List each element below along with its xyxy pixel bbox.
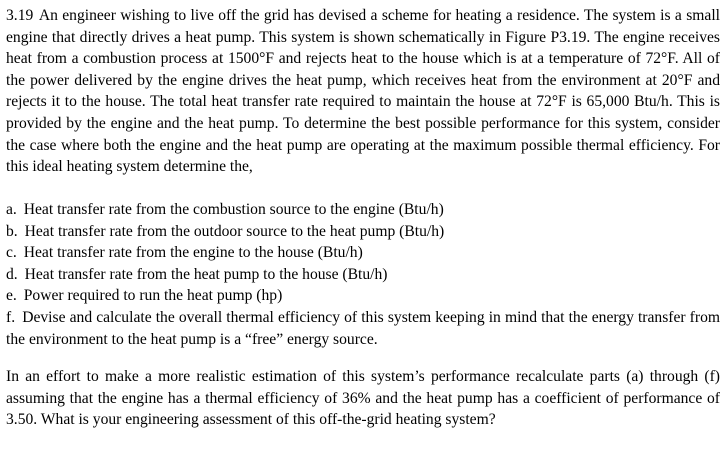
parts-list bbox=[6, 199, 720, 350]
paragraph-spacer bbox=[6, 350, 720, 366]
list-item bbox=[6, 199, 720, 221]
list-item bbox=[6, 242, 720, 264]
part-text: Power required to run the heat pump (hp) bbox=[23, 287, 283, 305]
list-item bbox=[6, 307, 720, 350]
part-label: e. bbox=[6, 287, 17, 305]
part-label: d. bbox=[6, 265, 18, 283]
problem-statement-text: An engineer wishing to live off the grid has devised a scheme for heating a residence. The system is a small engine that directly drives a heat pump. This system is shown schematically in Figure P3.19. The engine receives heat from a combustion process at 1500°F and rejects heat to the house which is at a temperature of 72°F. All of the power delivered by the engine drives the heat pump, which receives heat from the environment at 20°F and rejects it to the house. The total heat transfer rate required to maintain the house at 72°F is 65,000 Btu/h. This is provided by the engine and the heat pump. To determine the best possible performance for this system, consider the case where both the engine and the heat pump are operating at the maximum possible thermal efficiency. For this ideal heating system determine the, bbox=[6, 7, 721, 176]
part-text: Devise and calculate the overall thermal efficiency of this system keeping in mind that the energy transfer from the environment to the heat pump is a “free” energy source. bbox=[6, 308, 720, 348]
part-label: f. bbox=[6, 308, 16, 326]
list-item bbox=[6, 285, 720, 307]
part-label: a. bbox=[6, 201, 17, 218]
list-item bbox=[6, 264, 720, 286]
problem-statement bbox=[6, 5, 720, 199]
problem-number: 3.19 bbox=[6, 7, 34, 24]
part-label: b. bbox=[6, 222, 18, 240]
list-item bbox=[6, 221, 720, 243]
part-text: Heat transfer rate from the engine to the house (Btu/h) bbox=[23, 244, 363, 262]
followup-paragraph: In an effort to make a more realistic estimation of this system’s performance recalculate parts (a) through (f) assuming that the engine has a thermal efficiency of 36% and the heat pump has a coefficient of performance of 3.50. What is your engineering assessment of this off-the-grid heating system? bbox=[6, 368, 720, 429]
part-text: Heat transfer rate from the heat pump to the house (Btu/h) bbox=[24, 265, 388, 283]
problem-document bbox=[6, 5, 720, 431]
part-text: Heat transfer rate from the outdoor source to the heat pump (Btu/h) bbox=[24, 222, 445, 240]
part-label: c. bbox=[6, 244, 17, 262]
part-text: Heat transfer rate from the combustion source to the engine (Btu/h) bbox=[23, 201, 444, 218]
